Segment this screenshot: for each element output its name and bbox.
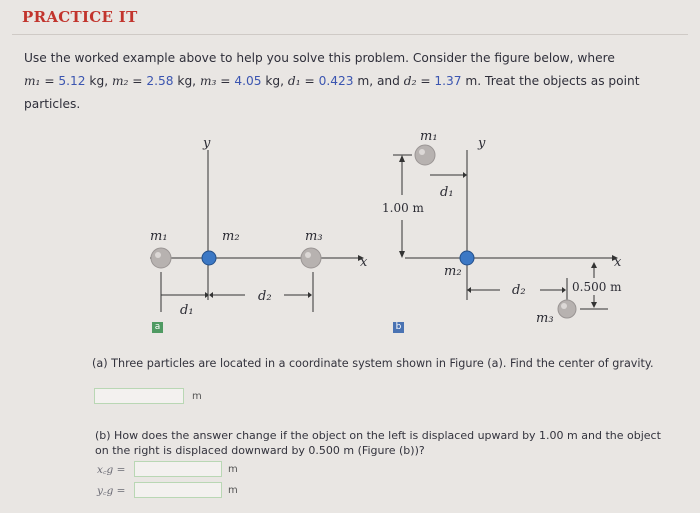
fig-a-m3-ball [301, 248, 321, 268]
intro-line-3: particles. [24, 97, 81, 111]
fig-b-m2-ball [460, 251, 474, 265]
figure-a [150, 136, 368, 318]
fig-a-x-label: x [360, 255, 368, 270]
fig-a-m3-label: m₃ [305, 229, 323, 244]
fig-b-m2-label: m₂ [444, 264, 462, 279]
fig-b-up-arrow-bottom [399, 251, 405, 258]
page-title: PRACTICE IT [22, 8, 138, 26]
d2-unit: m. Treat the objects as point [461, 74, 640, 88]
fig-b-down-arrow-top [591, 262, 597, 268]
fig-b-y-label: y [478, 136, 486, 151]
fig-a-m1-ball [151, 248, 171, 268]
d2-symbol: d₂ = [403, 74, 435, 88]
ycg-label: y꜀g = [97, 485, 126, 497]
figure-a-badge: a [152, 322, 163, 333]
m2-unit: kg, [173, 74, 200, 88]
d2-value: 1.37 [434, 74, 462, 88]
fig-a-m1-highlight [155, 252, 161, 258]
fig-b-d1-arrow [463, 172, 467, 178]
part-a-question: (a) Three particles are located in a coordinate system shown in Figure (a). Find the center of gravity. [92, 357, 654, 370]
fig-b-d2-arrow-right [562, 287, 566, 293]
fig-a-m1-label: m₁ [150, 229, 168, 244]
fig-a-d2-label: d₂ [258, 289, 272, 304]
part-a-unit: m [192, 391, 202, 402]
d1-value: 0.423 [318, 74, 354, 88]
fig-a-m2-ball [202, 251, 216, 265]
fig-b-down-arrow-bottom [591, 302, 597, 308]
fig-b-m3-highlight [561, 303, 567, 309]
fig-b-m1-highlight [419, 149, 425, 155]
fig-b-m1-ball [415, 145, 435, 165]
d1-symbol: d₁ = [287, 74, 319, 88]
fig-b-d2-arrow-left [467, 287, 471, 293]
intro-line-1: Use the worked example above to help you solve this problem. Consider the figure below, where [24, 51, 615, 65]
fig-b-m1-label: m₁ [420, 129, 438, 144]
fig-b-m3-ball [558, 300, 576, 318]
fig-a-m3-highlight [305, 252, 311, 258]
xcg-unit: m [228, 464, 238, 475]
m1-unit: kg, [85, 74, 112, 88]
fig-b-up-distance: 1.00 m [382, 201, 424, 215]
fig-a-d2-arrow-left [209, 292, 213, 298]
m3-value: 4.05 [234, 74, 262, 88]
figure-b [382, 129, 622, 326]
part-a-answer-input[interactable] [94, 388, 184, 404]
xcg-input[interactable] [134, 461, 222, 477]
m2-value: 2.58 [146, 74, 174, 88]
fig-a-m2-label: m₂ [222, 229, 240, 244]
m2-symbol: m₂ = [111, 74, 147, 88]
fig-a-d2-arrow-right [308, 292, 312, 298]
fig-a-d1-label: d₁ [180, 303, 194, 318]
m1-value: 5.12 [58, 74, 86, 88]
d1-unit: m, and [353, 74, 404, 88]
xcg-label: x꜀g = [97, 464, 126, 476]
fig-b-d2-label: d₂ [512, 283, 526, 298]
fig-b-x-label: x [614, 255, 622, 270]
fig-b-down-distance: 0.500 m [572, 280, 622, 294]
ycg-input[interactable] [134, 482, 222, 498]
ycg-unit: m [228, 485, 238, 496]
m3-symbol: m₃ = [199, 74, 235, 88]
fig-b-m3-label: m₃ [536, 311, 554, 326]
part-b-question: (b) How does the answer change if the object on the left is displaced upward by 1.00 m and the object on the right is displaced downward by 0.500 m (Figure (b))? [95, 429, 661, 457]
m3-unit: kg, [261, 74, 288, 88]
fig-b-up-arrow-top [399, 155, 405, 162]
m1-symbol: m₁ = [24, 74, 59, 88]
figure-b-badge: b [393, 322, 404, 333]
fig-a-y-label: y [203, 136, 211, 151]
fig-b-d1-label: d₁ [440, 185, 454, 200]
